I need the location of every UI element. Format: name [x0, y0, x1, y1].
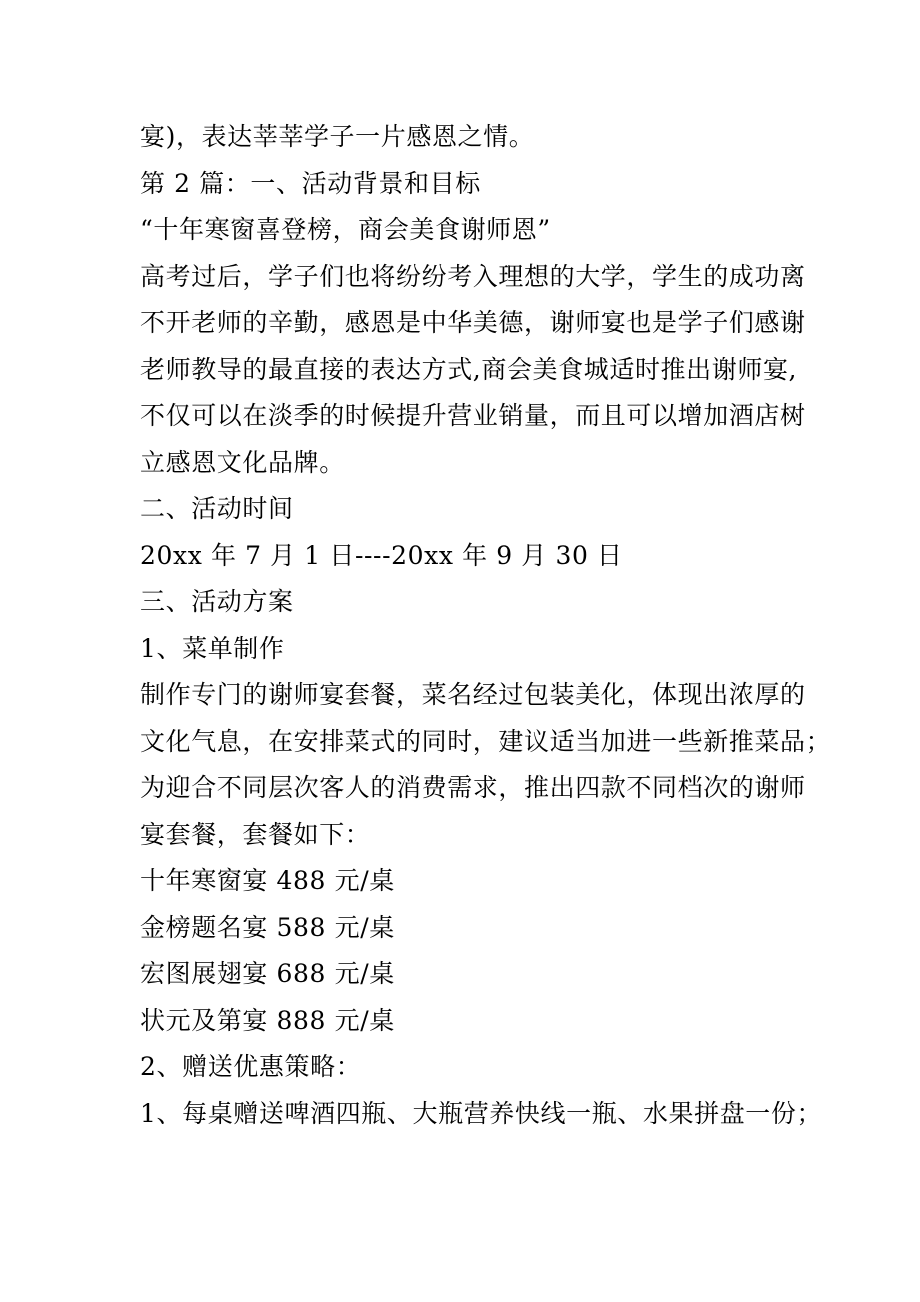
text-line: 为迎合不同层次客人的消费需求，推出四款不同档次的谢师	[140, 773, 806, 802]
text-line: 老师教导的最直接的表达方式,商会美食城适时推出谢师宴,	[140, 354, 798, 384]
text-line: 文化气息，在安排菜式的同时，建议适当加进一些新推菜品；	[140, 726, 832, 756]
menu-item: 金榜题名宴 588 元/桌	[140, 912, 395, 942]
text-line: 不开老师的辛勤，感恩是中华美德，谢师宴也是学子们感谢	[140, 308, 806, 337]
subsection-heading: 2、赠送优惠策略：	[140, 1052, 362, 1081]
text-line: 不仅可以在淡季的时候提升营业销量，而且可以增加酒店树	[140, 401, 806, 430]
section-heading: 二、活动时间	[140, 494, 294, 523]
menu-item: 状元及第宴 888 元/桌	[140, 1005, 395, 1035]
text-line: 制作专门的谢师宴套餐，菜名经过包装美化，体现出浓厚的	[140, 680, 806, 709]
text-line: 立感恩文化品牌。	[140, 447, 345, 477]
text-line: 高考过后，学子们也将纷纷考入理想的大学，学生的成功离	[140, 261, 806, 291]
document-body	[140, 114, 832, 1137]
subsection-heading: 1、菜单制作	[140, 633, 285, 663]
section-heading: 第 2 篇：一、活动背景和目标	[140, 168, 481, 198]
text-line: 宴)，表达莘莘学子一片感恩之情。	[140, 122, 535, 151]
menu-item: 宏图展翅宴 688 元/桌	[140, 959, 395, 988]
text-line: 宴套餐，套餐如下：	[140, 819, 371, 849]
date-range: 20xx 年 7 月 1 日----20xx 年 9 月 30 日	[140, 540, 623, 570]
menu-item: 十年寒窗宴 488 元/桌	[140, 866, 395, 895]
section-heading: 三、活动方案	[140, 587, 294, 616]
list-item: 1、每桌赠送啤酒四瓶、大瓶营养快线一瓶、水果拼盘一份；	[140, 1098, 823, 1128]
slogan-line: “十年寒窗喜登榜，商会美食谢师恩”	[140, 215, 551, 244]
